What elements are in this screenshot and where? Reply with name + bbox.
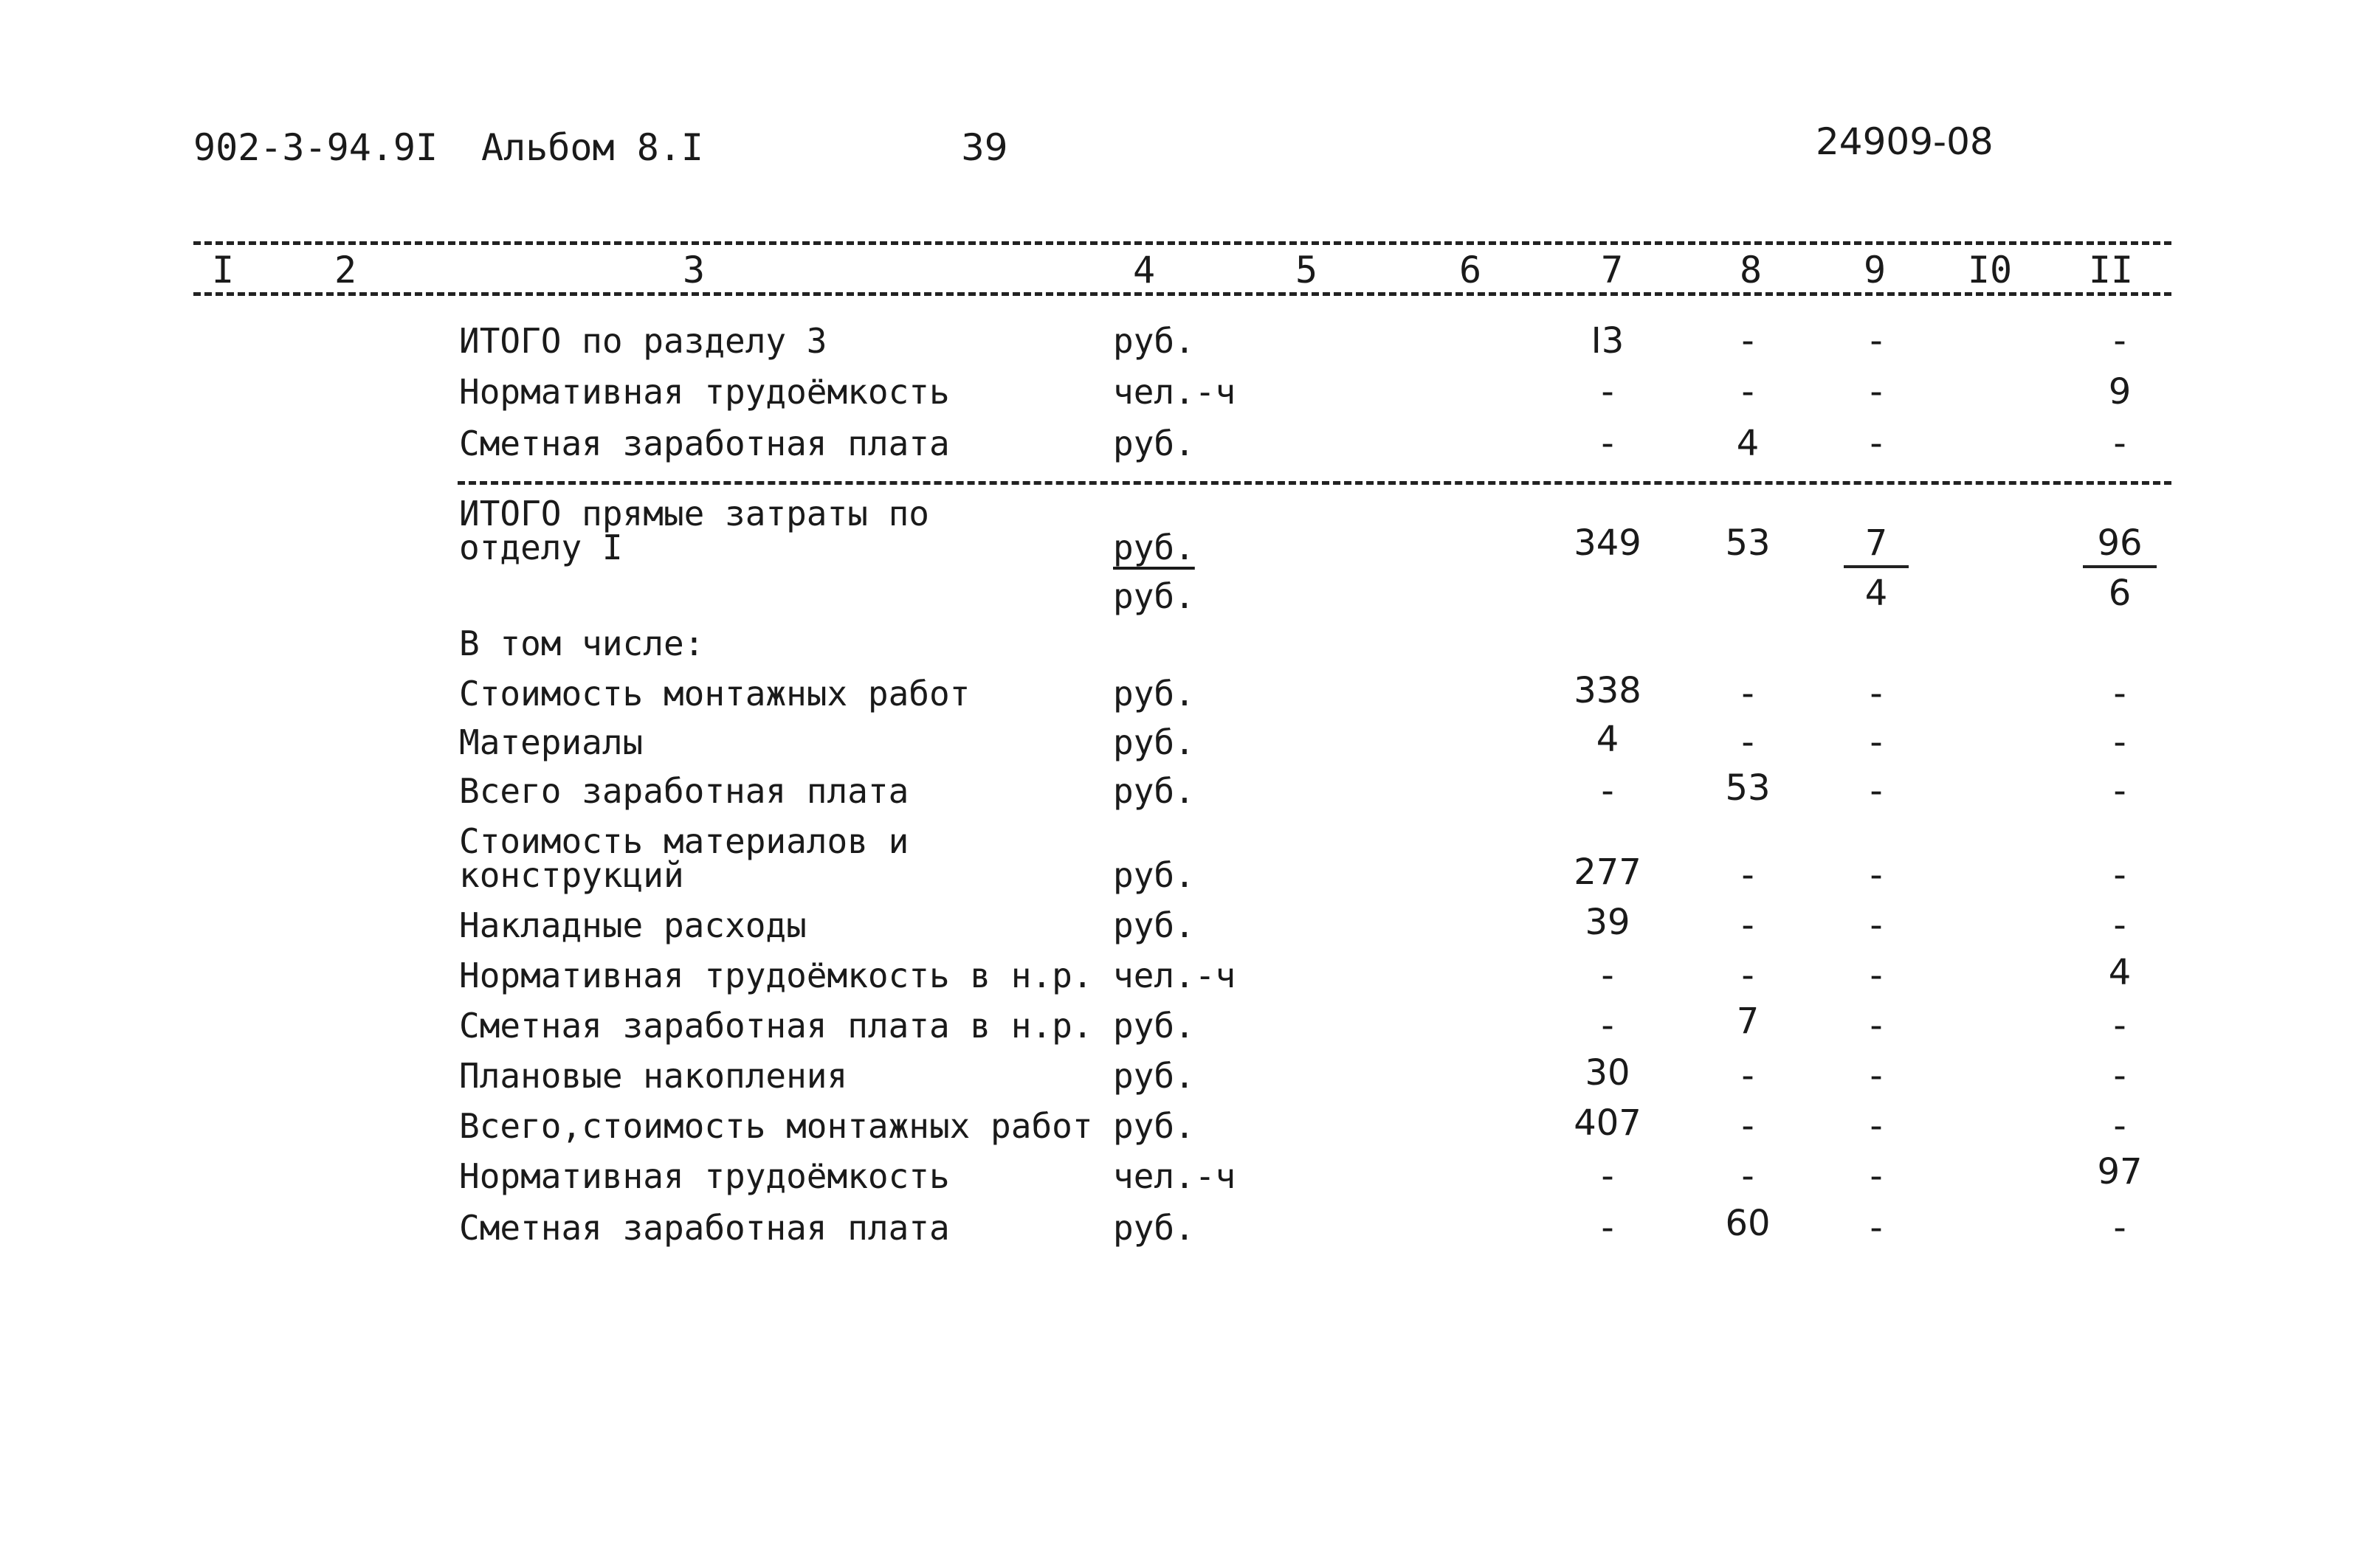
document-code: 902-3-94.9I [193, 126, 438, 169]
detail-3-unit: руб. [1113, 771, 1195, 811]
total-name-line2: отделу I [459, 528, 623, 567]
detail-7-unit: руб. [1113, 1006, 1195, 1046]
total-col11-numerator: 96 [2097, 522, 2143, 564]
detail-6-col11: 4 [2108, 952, 2132, 993]
row-2-col9: - [1870, 371, 1883, 412]
detail-4-name-line2: конструкций [459, 855, 684, 895]
detail-4-name: Стоимость материалов и [459, 821, 909, 861]
section-separator-rule [458, 481, 2171, 485]
page-number: 39 [961, 126, 1008, 169]
detail-9-col8: - [1741, 1105, 1754, 1147]
detail-5-unit: руб. [1113, 905, 1195, 945]
detail-6-col8: - [1741, 955, 1754, 996]
row-3-col7: - [1601, 423, 1614, 464]
row-1-unit: руб. [1113, 321, 1195, 361]
detail-10-col7: - [1601, 1156, 1614, 1197]
total-col9-denominator: 4 [1864, 573, 1888, 614]
detail-4-unit: руб. [1113, 855, 1195, 895]
total-col11-fraction-line [2083, 565, 2157, 568]
detail-9-name: Всего,стоимость монтажных работ [459, 1106, 1093, 1146]
detail-10-unit: чел.-ч [1113, 1156, 1236, 1196]
row-2-col7: - [1601, 371, 1614, 412]
detail-1-unit: руб. [1113, 674, 1195, 714]
detail-1-col11: - [2113, 673, 2126, 714]
detail-9-col9: - [1870, 1105, 1883, 1147]
detail-6-name: Нормативная трудоёмкость в н.р. [459, 956, 1093, 995]
header-top-rule [193, 241, 2171, 245]
row-1-col8: - [1741, 320, 1754, 362]
detail-2-col11: - [2113, 722, 2126, 763]
row-1-col11: - [2113, 320, 2126, 362]
detail-7-name: Сметная заработная плата в н.р. [459, 1006, 1093, 1046]
column-number-11: II [2088, 249, 2134, 291]
detail-6-col7: - [1601, 955, 1614, 996]
total-col9-numerator: 7 [1864, 522, 1888, 564]
row-2-col8: - [1741, 371, 1754, 412]
row-2-col11: 9 [2108, 371, 2132, 412]
total-col11-denominator: 6 [2108, 573, 2132, 614]
row-3-col9: - [1870, 423, 1883, 464]
detail-5-col9: - [1870, 905, 1883, 946]
row-2-name: Нормативная трудоёмкость [459, 372, 950, 412]
column-number-10: I0 [1967, 249, 2013, 291]
detail-3-col7: - [1601, 770, 1614, 812]
detail-5-col7: 39 [1585, 902, 1630, 943]
row-3-col11: - [2113, 423, 2126, 464]
detail-1-col7: 338 [1574, 670, 1641, 711]
detail-11-unit: руб. [1113, 1208, 1195, 1248]
row-3-unit: руб. [1113, 424, 1195, 463]
detail-2-name: Материалы [459, 722, 644, 762]
row-1-col9: - [1870, 320, 1883, 362]
detail-8-col11: - [2113, 1055, 2126, 1096]
row-1-name: ИТОГО по разделу 3 [459, 321, 827, 361]
detail-6-col9: - [1870, 955, 1883, 996]
detail-3-name: Всего заработная плата [459, 771, 909, 811]
row-3-name: Сметная заработная плата [459, 424, 950, 463]
detail-7-col7: - [1601, 1005, 1614, 1046]
detail-11-col8: 60 [1725, 1203, 1771, 1244]
detail-7-col8: 7 [1736, 1001, 1760, 1042]
detail-8-col7: 30 [1585, 1052, 1630, 1094]
detail-11-col9: - [1870, 1207, 1883, 1248]
total-name-line1: ИТОГО прямые затраты по [459, 494, 929, 533]
column-number-8: 8 [1739, 249, 1763, 291]
detail-8-unit: руб. [1113, 1056, 1195, 1096]
detail-7-col9: - [1870, 1005, 1883, 1046]
header-bottom-rule [193, 292, 2171, 296]
detail-4-col11: - [2113, 854, 2126, 896]
detail-1-name: Стоимость монтажных работ [459, 674, 971, 714]
row-2-unit: чел.-ч [1113, 372, 1236, 412]
total-unit-top: руб. [1113, 528, 1195, 567]
column-number-9: 9 [1863, 249, 1887, 291]
detail-5-col8: - [1741, 905, 1754, 946]
detail-10-col11: 97 [2097, 1151, 2143, 1192]
row-3-col8: 4 [1736, 423, 1760, 464]
detail-5-name: Накладные расходы [459, 905, 807, 945]
total-unit-bottom: руб. [1113, 576, 1195, 616]
column-number-2: 2 [334, 249, 357, 291]
detail-11-col7: - [1601, 1207, 1614, 1248]
detail-8-name: Плановые накопления [459, 1056, 848, 1096]
detail-10-name: Нормативная трудоёмкость [459, 1156, 950, 1196]
detail-7-col11: - [2113, 1005, 2126, 1046]
detail-6-unit: чел.-ч [1113, 956, 1236, 995]
total-col9-fraction-line [1844, 565, 1909, 568]
detail-9-col7: 407 [1574, 1102, 1641, 1144]
detail-4-col7: 277 [1574, 852, 1641, 893]
detail-10-col9: - [1870, 1156, 1883, 1197]
column-number-1: I [211, 249, 235, 291]
column-number-7: 7 [1600, 249, 1624, 291]
column-number-4: 4 [1132, 249, 1156, 291]
detail-4-col8: - [1741, 854, 1754, 896]
detail-9-col11: - [2113, 1105, 2126, 1147]
detail-11-name: Сметная заработная плата [459, 1208, 950, 1248]
column-number-6: 6 [1458, 249, 1482, 291]
detail-5-col11: - [2113, 905, 2126, 946]
detail-1-col8: - [1741, 673, 1754, 714]
column-number-5: 5 [1295, 249, 1318, 291]
detail-9-unit: руб. [1113, 1106, 1195, 1146]
detail-3-col11: - [2113, 770, 2126, 812]
total-col8: 53 [1725, 522, 1771, 564]
including-label: В том числе: [459, 624, 705, 663]
detail-10-col8: - [1741, 1156, 1754, 1197]
column-number-3: 3 [682, 249, 706, 291]
album-label: Альбом 8.I [481, 126, 704, 169]
detail-3-col8: 53 [1725, 767, 1771, 809]
detail-2-unit: руб. [1113, 722, 1195, 762]
detail-2-col8: - [1741, 722, 1754, 763]
total-col7: 349 [1574, 522, 1641, 564]
detail-8-col8: - [1741, 1055, 1754, 1096]
detail-2-col9: - [1870, 722, 1883, 763]
detail-4-col9: - [1870, 854, 1883, 896]
detail-11-col11: - [2113, 1207, 2126, 1248]
document-number: 24909-08 [1816, 120, 1994, 163]
detail-3-col9: - [1870, 770, 1883, 812]
row-1-col7: I3 [1591, 320, 1625, 362]
detail-8-col9: - [1870, 1055, 1883, 1096]
detail-1-col9: - [1870, 673, 1883, 714]
detail-2-col7: 4 [1596, 719, 1619, 760]
